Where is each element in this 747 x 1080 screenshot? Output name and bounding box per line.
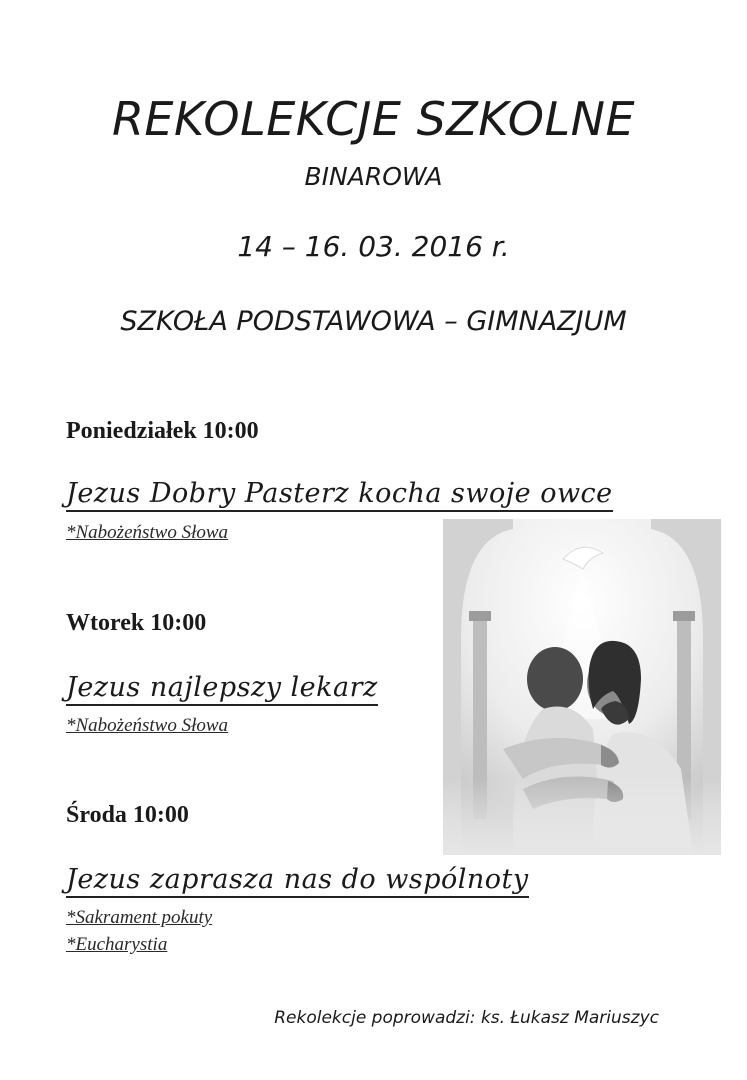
schedule-day-monday: Poniedziałek 10:00	[66, 418, 259, 444]
retreat-leader: Rekolekcje poprowadzi: ks. Łukasz Mariuszyc	[274, 1008, 659, 1028]
location-name: BINAROWA	[304, 162, 443, 191]
schedule-topic-tuesday: Jezus najlepszy lekarz	[66, 672, 378, 706]
schedule-day-wednesday: Środa 10:00	[66, 802, 189, 828]
schedule-note-tuesday: *Nabożeństwo Słowa	[66, 715, 229, 736]
event-dates: 14 – 16. 03. 2016 r.	[237, 230, 510, 263]
embrace-illustration-svg	[443, 519, 721, 855]
schedule-topic-monday: Jezus Dobry Pasterz kocha swoje owce	[66, 478, 613, 512]
schedule-note-wednesday-2: *Eucharystia	[66, 934, 168, 955]
poster-title: REKOLEKCJE SZKOLNE	[111, 92, 636, 146]
schedule-topic-wednesday: Jezus zaprasza nas do wspólnoty	[66, 864, 529, 898]
schedule-note-monday: *Nabożeństwo Słowa	[66, 522, 229, 543]
schedule-day-tuesday: Wtorek 10:00	[66, 610, 207, 636]
school-names: SZKOŁA PODSTAWOWA – GIMNAZJUM	[120, 306, 627, 337]
embrace-illustration-icon	[443, 519, 721, 855]
schedule-note-wednesday-1: *Sakrament pokuty	[66, 907, 213, 928]
